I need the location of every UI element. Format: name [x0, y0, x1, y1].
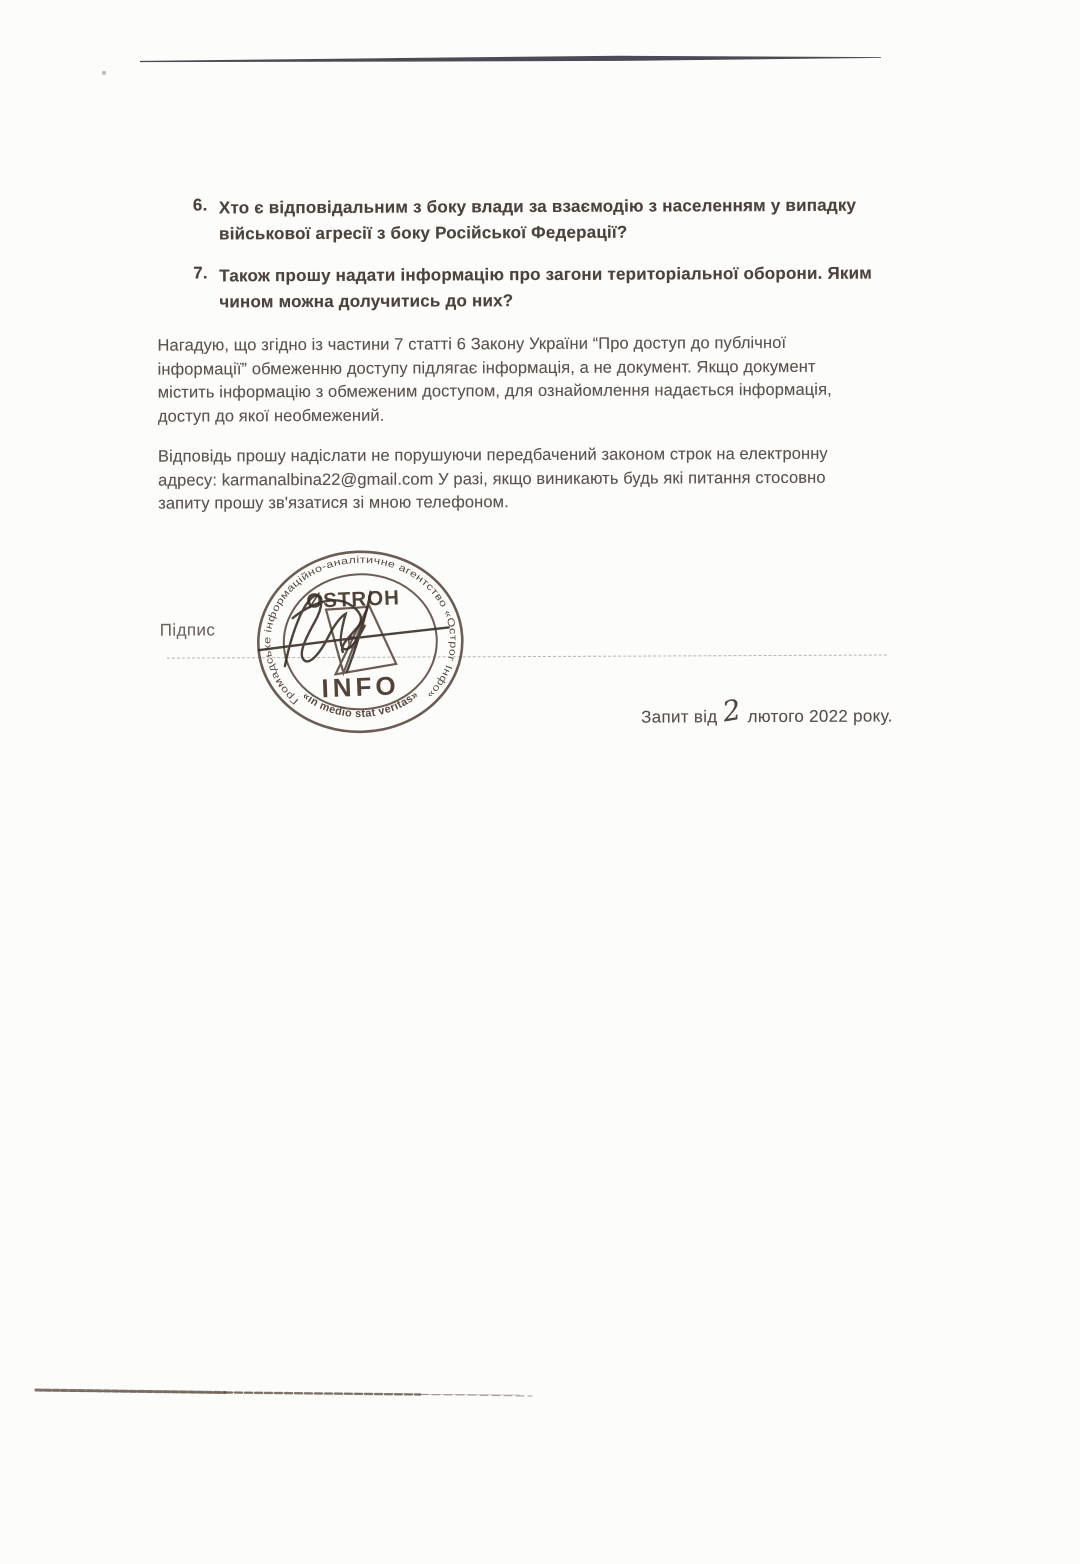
date-prefix: Запит від — [641, 707, 718, 727]
paragraph-legal-note — [157, 332, 831, 429]
paragraph-line: містить інформацію з обмеженим доступом, для ознайомлення надається інформація, — [157, 380, 832, 402]
signature-label: Підпис — [159, 620, 216, 640]
item-number: 6. — [192, 195, 208, 215]
item-text-line: військової агресії з боку Російської Федерації? — [218, 222, 628, 244]
handwritten-signature — [242, 555, 513, 686]
paragraph-line: Відповідь прошу надіслати не порушуючи передбачений законом строк на електронну — [157, 444, 828, 466]
stamp-motto-text: «in medio stat veritas» — [300, 688, 421, 721]
paragraph-line: інформації” обмеженню доступу підлягає інформація, а не документ. Якщо документ — [157, 357, 816, 379]
handwritten-day: 2 — [720, 692, 744, 729]
item-text — [219, 193, 857, 248]
item-text — [219, 261, 872, 316]
question-item-7 — [193, 261, 872, 316]
item-text-line: чином можна долучитись до них? — [219, 291, 514, 312]
request-date-line — [641, 692, 893, 729]
grain-line-segment — [40, 1391, 520, 1395]
stamp-ring-text: Громадське інформаційно-аналітичне агентство «Острог Інфо» — [262, 554, 459, 707]
item-number: 7. — [193, 263, 208, 283]
question-item-6 — [193, 193, 857, 248]
stamp-name-bottom: INFO — [320, 670, 401, 704]
paragraph-line: Нагадую, що згідно із частини 7 статті 6 Закону України “Про доступ до публічної — [157, 333, 787, 355]
stamp-name-top: ØSTROH — [305, 586, 401, 613]
scan-grain-line-artifact-bottom — [0, 1378, 1080, 1408]
item-text-line: Також прошу надати інформацію про загони територіальної оборони. Яким — [219, 263, 873, 286]
paragraph-line-with-email: адресу: karmanalbina22@gmail.com У разі, якщо виникають будь які питання стосовно — [158, 468, 826, 490]
paragraph-reply-request — [158, 443, 828, 516]
paragraph-line: доступ до якої необмежений. — [157, 406, 385, 426]
paragraph-line: запиту прошу зв'язатися зі мною телефоном. — [158, 493, 509, 513]
date-suffix: лютого 2022 року. — [747, 706, 893, 727]
item-text-line: Хто є відповідальним з боку влади за взаємодію з населенням у випадку — [218, 195, 857, 218]
